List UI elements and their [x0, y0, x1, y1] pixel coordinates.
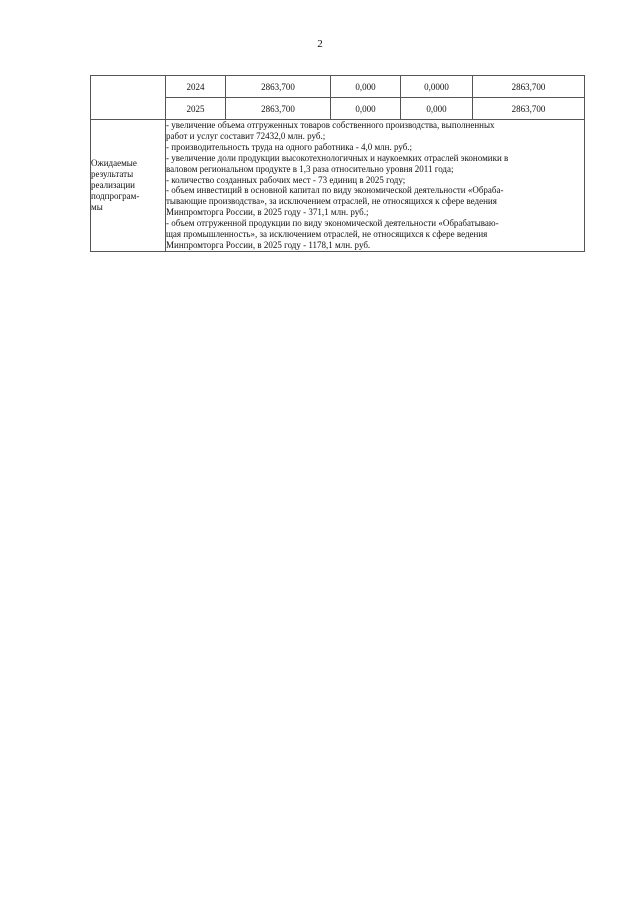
label-line: реализации — [91, 179, 135, 190]
label-line: Ожидаемые — [91, 157, 137, 168]
total-cell: 2863,700 — [226, 76, 331, 98]
results-line: тывающие производства», за исключением отраслей, не относящихся к сфере ведения — [166, 196, 497, 207]
results-line: валовом региональном продукте в 1,3 раза относительно уровня 2011 года; — [166, 163, 454, 174]
year-cell: 2024 — [166, 76, 226, 98]
results-line: - объем отгруженной продукции по виду экономической деятельности «Обрабатываю- — [166, 218, 499, 229]
value-cell: 0,000 — [401, 98, 473, 120]
value-cell: 0,0000 — [401, 76, 473, 98]
value-cell: 0,000 — [331, 76, 401, 98]
results-line: - увеличение объема отгруженных товаров собственного производства, выполненных — [166, 120, 495, 130]
empty-label-cell — [91, 76, 166, 120]
table-row — [91, 76, 585, 98]
year-cell: 2025 — [166, 98, 226, 120]
label-line: результаты — [91, 168, 134, 179]
results-line: Минпромторга России, в 2025 году - 371,1 млн. руб.; — [166, 207, 369, 218]
table-row — [91, 98, 585, 120]
table-row — [91, 120, 585, 252]
results-line: - производительность труда на одного работника - 4,0 млн. руб.; — [166, 141, 413, 152]
value-cell: 2863,700 — [473, 76, 585, 98]
label-line: подпрограм- — [91, 190, 140, 201]
label-line: мы — [91, 201, 103, 212]
page-number: 2 — [317, 38, 323, 50]
program-table — [90, 75, 585, 252]
results-line: - количество созданных рабочих мест - 73 единиц в 2025 году; — [166, 174, 406, 185]
results-line: - увеличение доли продукции высокотехнологичных и наукоемких отраслей экономики в — [166, 152, 509, 163]
results-label-cell — [91, 120, 166, 252]
total-cell: 2863,700 — [226, 98, 331, 120]
results-line: - объем инвестиций в основной капитал по виду экономической деятельности «Обраба- — [166, 185, 504, 196]
value-cell: 2863,700 — [473, 98, 585, 120]
results-text-cell — [166, 120, 585, 252]
results-line: щая промышленность», за исключением отраслей, не относящихся к сфере ведения — [166, 229, 488, 240]
results-line: Минпромторга России, в 2025 году - 1178,1 млн. руб. — [166, 239, 371, 250]
results-line: работ и услуг составит 72432,0 млн. руб.; — [166, 130, 326, 141]
value-cell: 0,000 — [331, 98, 401, 120]
